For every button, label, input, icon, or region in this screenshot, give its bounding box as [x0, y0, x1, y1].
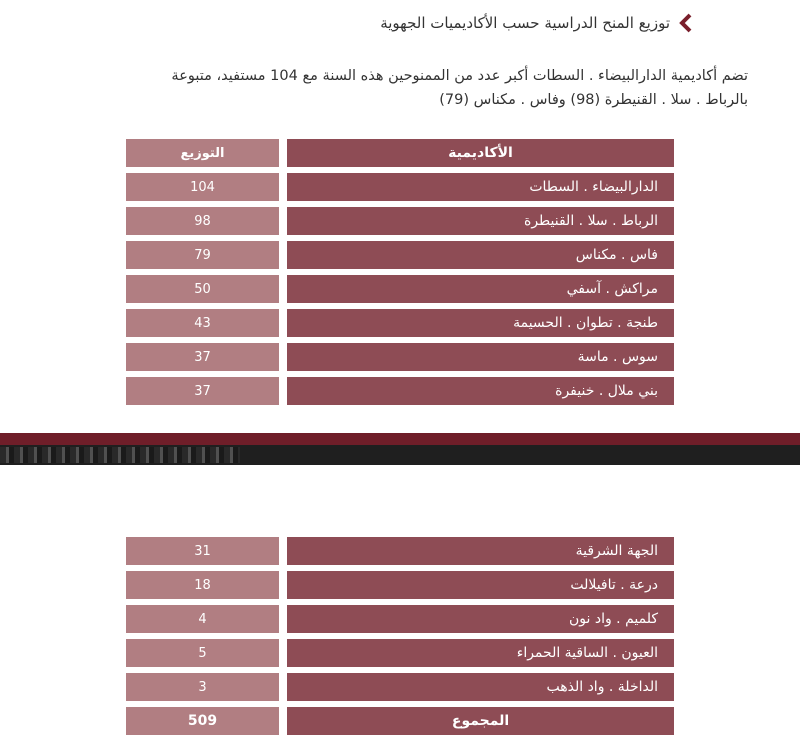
row-value: 18 — [126, 571, 279, 599]
row-academy: الدارالبيضاء . السطات — [287, 173, 674, 201]
row-academy: طنجة . تطوان . الحسيمة — [287, 309, 674, 337]
row-academy: العيون . الساقية الحمراء — [287, 639, 674, 667]
table-row — [126, 537, 674, 565]
row-value: 79 — [126, 241, 279, 269]
total-label: المجموع — [287, 707, 674, 735]
row-academy: بني ملال . خنيفرة — [287, 377, 674, 405]
section-title: توزيع المنح الدراسية حسب الأكاديميات الجهوية — [380, 14, 670, 32]
table-row — [126, 343, 674, 371]
table-row — [126, 571, 674, 599]
table-row — [126, 309, 674, 337]
row-academy: درعة . تافيلالت — [287, 571, 674, 599]
row-academy: الجهة الشرقية — [287, 537, 674, 565]
row-value: 98 — [126, 207, 279, 235]
academies-table-top — [126, 139, 674, 411]
row-academy: مراكش . آسفي — [287, 275, 674, 303]
row-value: 37 — [126, 343, 279, 371]
intro-line-1: تضم أكاديمية الدارالبيضاء . السطات أكبر عدد من الممنوحين هذه السنة مع 104 مستفيد، متبوعة — [171, 68, 748, 84]
table-row — [126, 377, 674, 405]
table-row — [126, 605, 674, 633]
header-academy: الأكاديمية — [287, 139, 674, 167]
table-row — [126, 173, 674, 201]
section-heading — [380, 12, 694, 34]
row-academy: كلميم . واد نون — [287, 605, 674, 633]
row-value: 104 — [126, 173, 279, 201]
row-academy: سوس . ماسة — [287, 343, 674, 371]
intro-paragraph — [48, 64, 748, 112]
row-value: 5 — [126, 639, 279, 667]
table-row — [126, 673, 674, 701]
row-value: 3 — [126, 673, 279, 701]
chevron-left-icon — [678, 12, 694, 34]
row-value: 31 — [126, 537, 279, 565]
academies-table-bottom — [126, 537, 674, 741]
row-value: 43 — [126, 309, 279, 337]
total-value: 509 — [126, 707, 279, 735]
table-header-row — [126, 139, 674, 167]
row-academy: فاس . مكناس — [287, 241, 674, 269]
row-academy: الرباط . سلا . القنيطرة — [287, 207, 674, 235]
divider-band-texture — [0, 447, 240, 463]
table-row — [126, 207, 674, 235]
table-row — [126, 275, 674, 303]
header-distribution: التوزيع — [126, 139, 279, 167]
row-value: 50 — [126, 275, 279, 303]
table-total-row — [126, 707, 674, 735]
row-value: 4 — [126, 605, 279, 633]
row-academy: الداخلة . واد الذهب — [287, 673, 674, 701]
intro-line-2: بالرباط . سلا . القنيطرة (98) وفاس . مكناس (79) — [439, 92, 748, 108]
row-value: 37 — [126, 377, 279, 405]
divider-band-red — [0, 433, 800, 445]
table-row — [126, 639, 674, 667]
table-row — [126, 241, 674, 269]
